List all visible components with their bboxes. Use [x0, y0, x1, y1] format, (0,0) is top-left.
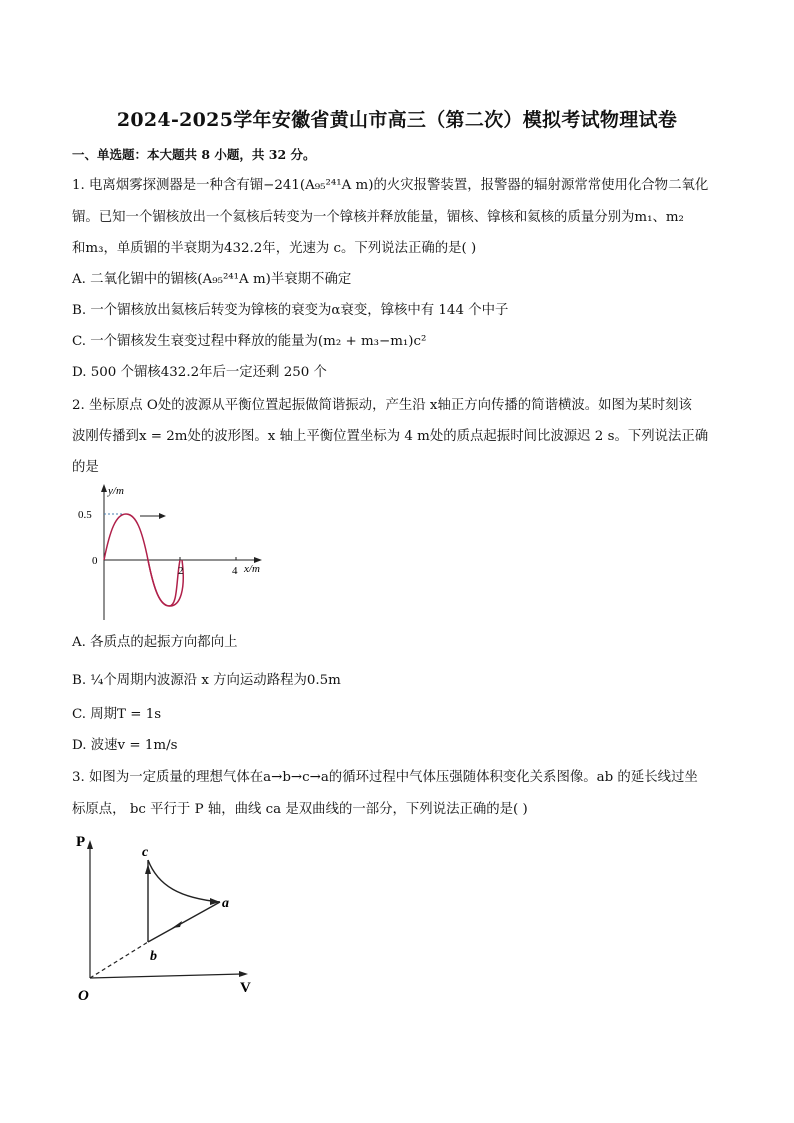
p-axis-arrow — [87, 840, 93, 849]
wave-graph — [72, 480, 272, 628]
pv-graph — [72, 828, 272, 1008]
q2-option-b: B. ¼个周期内波源沿 x 方向运动路程为0.5m — [72, 673, 341, 688]
ab-arrow — [172, 921, 182, 928]
q3-line-2: 标原点， bc 平行于 P 轴，曲线 ca 是双曲线的一部分，下列说法正确的是( ) — [72, 802, 528, 817]
page-title: 2024-2025学年安徽省黄山市高三（第二次）模拟考试物理试卷 — [116, 109, 678, 131]
q1-line-2: 镅。已知一个镅核放出一个氦核后转变为一个镎核并释放能量，镅核、镎核和氦核的质量分别为m₁、m₂ — [72, 210, 684, 225]
q2-line-1: 2. 坐标原点 O处的波源从平衡位置起振做简谐振动，产生沿 x轴正方向传播的简谐横波。如图为某时刻该 — [72, 398, 692, 413]
q1-option-d: D. 500 个镅核432.2年后一定还剩 250 个 — [72, 365, 327, 380]
ca-curve — [148, 860, 220, 902]
section-heading: 一、单选题：本大题共 8 小题，共 32 分。 — [72, 147, 316, 162]
x-axis-label: x/m — [244, 563, 260, 575]
q1-option-c: C. 一个镅核发生衰变过程中释放的能量为(m₂ + m₃−m₁)c² — [72, 334, 427, 349]
y-axis-arrow — [101, 484, 107, 492]
wave-curve-tail — [148, 560, 180, 606]
v-label: V — [240, 980, 251, 996]
propagation-arrowhead — [159, 513, 166, 519]
v-axis-arrow — [239, 971, 248, 977]
q1-option-b: B. 一个镅核放出氦核后转变为镎核的衰变为α衰变，镎核中有 144 个中子 — [72, 303, 509, 318]
q1-line-3: 和m₃，单质镅的半衰期为432.2年，光速为 c。下列说法正确的是( ) — [72, 241, 477, 256]
point-c-label: c — [142, 845, 149, 860]
q2-option-a: A. 各质点的起振方向都向上 — [72, 635, 238, 650]
origin-label: 0 — [92, 555, 98, 567]
point-b-label: b — [150, 949, 157, 964]
v-axis — [90, 974, 242, 978]
point-a-label: a — [222, 896, 229, 911]
q2-option-c: C. 周期T = 1s — [72, 707, 162, 722]
tick-4: 4 — [232, 565, 238, 577]
ab-extension — [90, 942, 148, 978]
tick-0-5: 0.5 — [78, 509, 92, 521]
q1-option-a: A. 二氧化镅中的镅核(A₉₅²⁴¹A m)半衰期不确定 — [72, 272, 352, 287]
tick-2: 2 — [178, 565, 184, 577]
q2-line-2: 波刚传播到x = 2m处的波形图。x 轴上平衡位置坐标为 4 m处的质点起振时间比波源迟 2 s。下列说法正确 — [72, 429, 709, 444]
ab-line — [148, 902, 220, 942]
q2-option-d: D. 波速v = 1m/s — [72, 738, 178, 753]
q2-line-3: 的是 — [72, 460, 99, 475]
ca-arrow — [210, 898, 220, 905]
o-label: O — [78, 988, 89, 1004]
y-axis-label: y/m — [108, 485, 124, 497]
q1-line-1: 1. 电离烟雾探测器是一种含有镅−241(A₉₅²⁴¹A m)的火灾报警装置，报警器的辐射源常常使用化合物二氧化 — [72, 178, 709, 193]
q3-line-1: 3. 如图为一定质量的理想气体在a→b→c→a的循环过程中气体压强随体积变化关系图像。ab 的延长线过坐 — [72, 770, 698, 785]
p-label: P — [76, 834, 86, 850]
